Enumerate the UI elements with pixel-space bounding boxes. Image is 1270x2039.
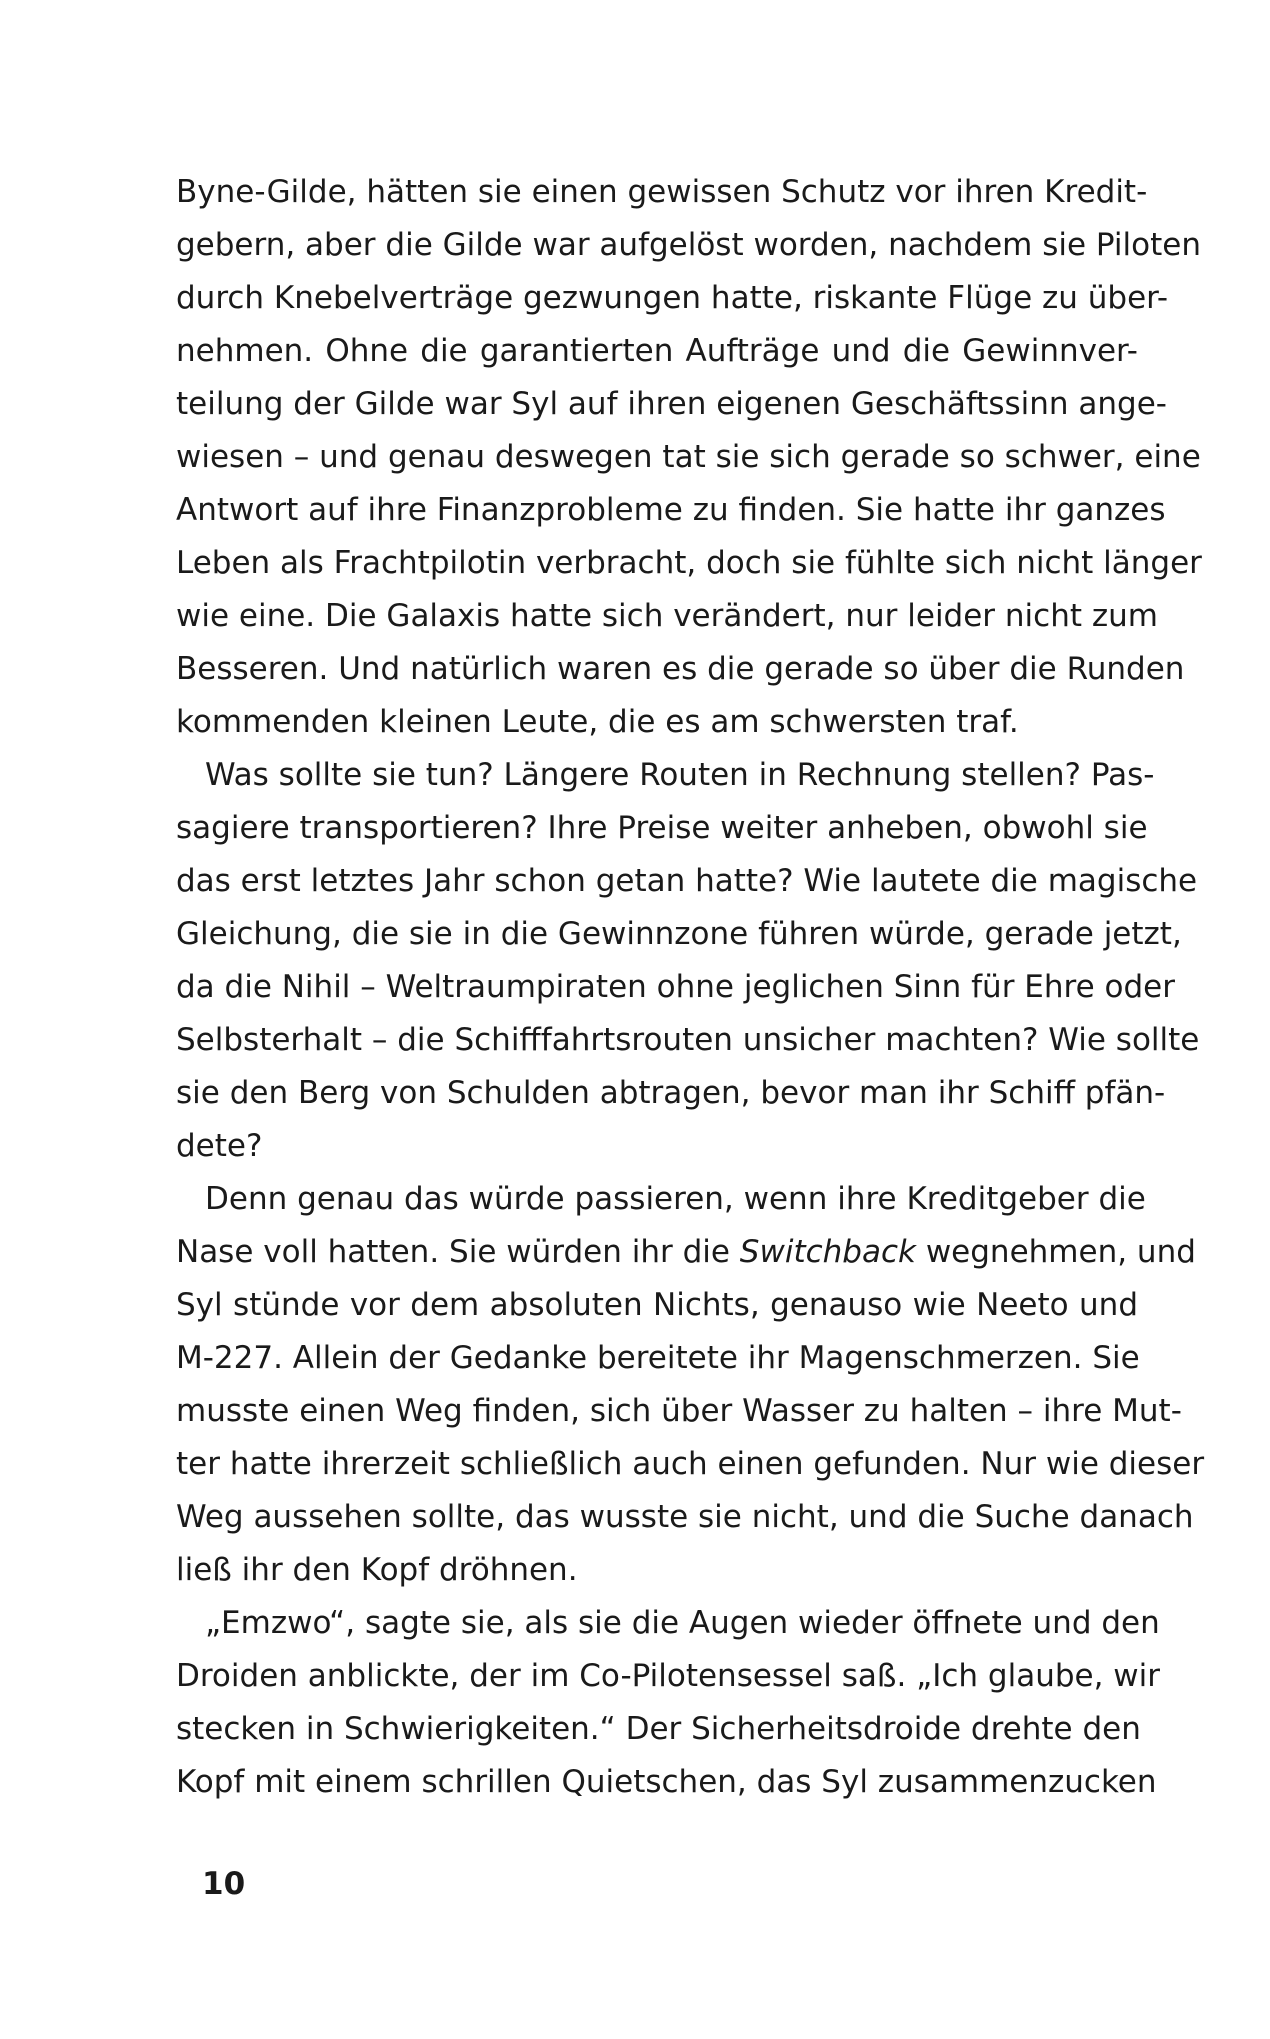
text-line: Denn genau das würde passieren, wenn ihre Kreditgeber die (205, 1181, 1146, 1217)
text-line: stecken in Schwierigkeiten.“ Der Sicherheitsdroide drehte den (176, 1711, 1141, 1747)
text-line: dete? (176, 1128, 263, 1164)
text-line: das erst letztes Jahr schon getan hatte? Wie lautete die magische (176, 863, 1198, 899)
ship-name-italic: Switchback (739, 1234, 916, 1270)
page-number: 10 (202, 1866, 246, 1902)
text-line: Selbsterhalt – die Schifffahrtsrouten unsicher machten? Wie sollte (176, 1022, 1200, 1058)
text-line: Weg aussehen sollte, das wusste sie nicht, und die Suche danach (176, 1499, 1194, 1535)
text-line: kommenden kleinen Leute, die es am schwersten traf. (176, 704, 1019, 740)
text-line: „Emzwo“, sagte sie, als sie die Augen wieder öffnete und den (205, 1605, 1160, 1641)
text-line: Besseren. Und natürlich waren es die gerade so über die Runden (176, 651, 1185, 687)
text-line: Kopf mit einem schrillen Quietschen, das Syl zusammenzucken (176, 1764, 1157, 1800)
text-line-part: Nase voll hatten. Sie würden ihr die (176, 1234, 740, 1270)
text-line: musste einen Weg finden, sich über Wasser zu halten – ihre Mut- (176, 1393, 1182, 1429)
text-line: nehmen. Ohne die garantierten Aufträge und die Gewinnver- (176, 333, 1138, 369)
text-line: Syl stünde vor dem absoluten Nichts, genauso wie Neeto und (176, 1287, 1138, 1323)
text-line: da die Nihil – Weltraumpiraten ohne jeglichen Sinn für Ehre oder (176, 969, 1175, 1005)
text-line-part: wegnehmen, und (915, 1234, 1196, 1270)
text-line: sagiere transportieren? Ihre Preise weiter anheben, obwohl sie (176, 810, 1148, 846)
text-line: M-227. Allein der Gedanke bereitete ihr Magenschmerzen. Sie (176, 1340, 1140, 1376)
text-line: Was sollte sie tun? Längere Routen in Rechnung stellen? Pas- (205, 757, 1155, 793)
text-line: Antwort auf ihre Finanzprobleme zu finden. Sie hatte ihr ganzes (176, 492, 1166, 528)
text-line: teilung der Gilde war Syl auf ihren eigenen Geschäftssinn ange- (176, 386, 1167, 422)
body-text (176, 166, 1205, 1809)
text-line: wie eine. Die Galaxis hatte sich verändert, nur leider nicht zum (176, 598, 1158, 634)
text-line: durch Knebelverträge gezwungen hatte, riskante Flüge zu über- (176, 280, 1169, 316)
text-line: Gleichung, die sie in die Gewinnzone führen würde, gerade jetzt, (176, 916, 1182, 952)
text-line (176, 1226, 1196, 1279)
text-line: sie den Berg von Schulden abtragen, bevor man ihr Schiff pfän- (176, 1075, 1166, 1111)
text-line: wiesen – und genau deswegen tat sie sich gerade so schwer, eine (176, 439, 1201, 475)
text-line: ließ ihr den Kopf dröhnen. (176, 1552, 578, 1588)
text-line: Byne-Gilde, hätten sie einen gewissen Schutz vor ihren Kredit- (176, 174, 1148, 210)
text-line: Leben als Frachtpilotin verbracht, doch sie fühlte sich nicht länger (176, 545, 1202, 581)
text-line: ter hatte ihrerzeit schließlich auch einen gefunden. Nur wie dieser (176, 1446, 1205, 1482)
text-line: Droiden anblickte, der im Co-Pilotensessel saß. „Ich glaube, wir (176, 1658, 1161, 1694)
text-line: gebern, aber die Gilde war aufgelöst worden, nachdem sie Piloten (176, 227, 1201, 263)
